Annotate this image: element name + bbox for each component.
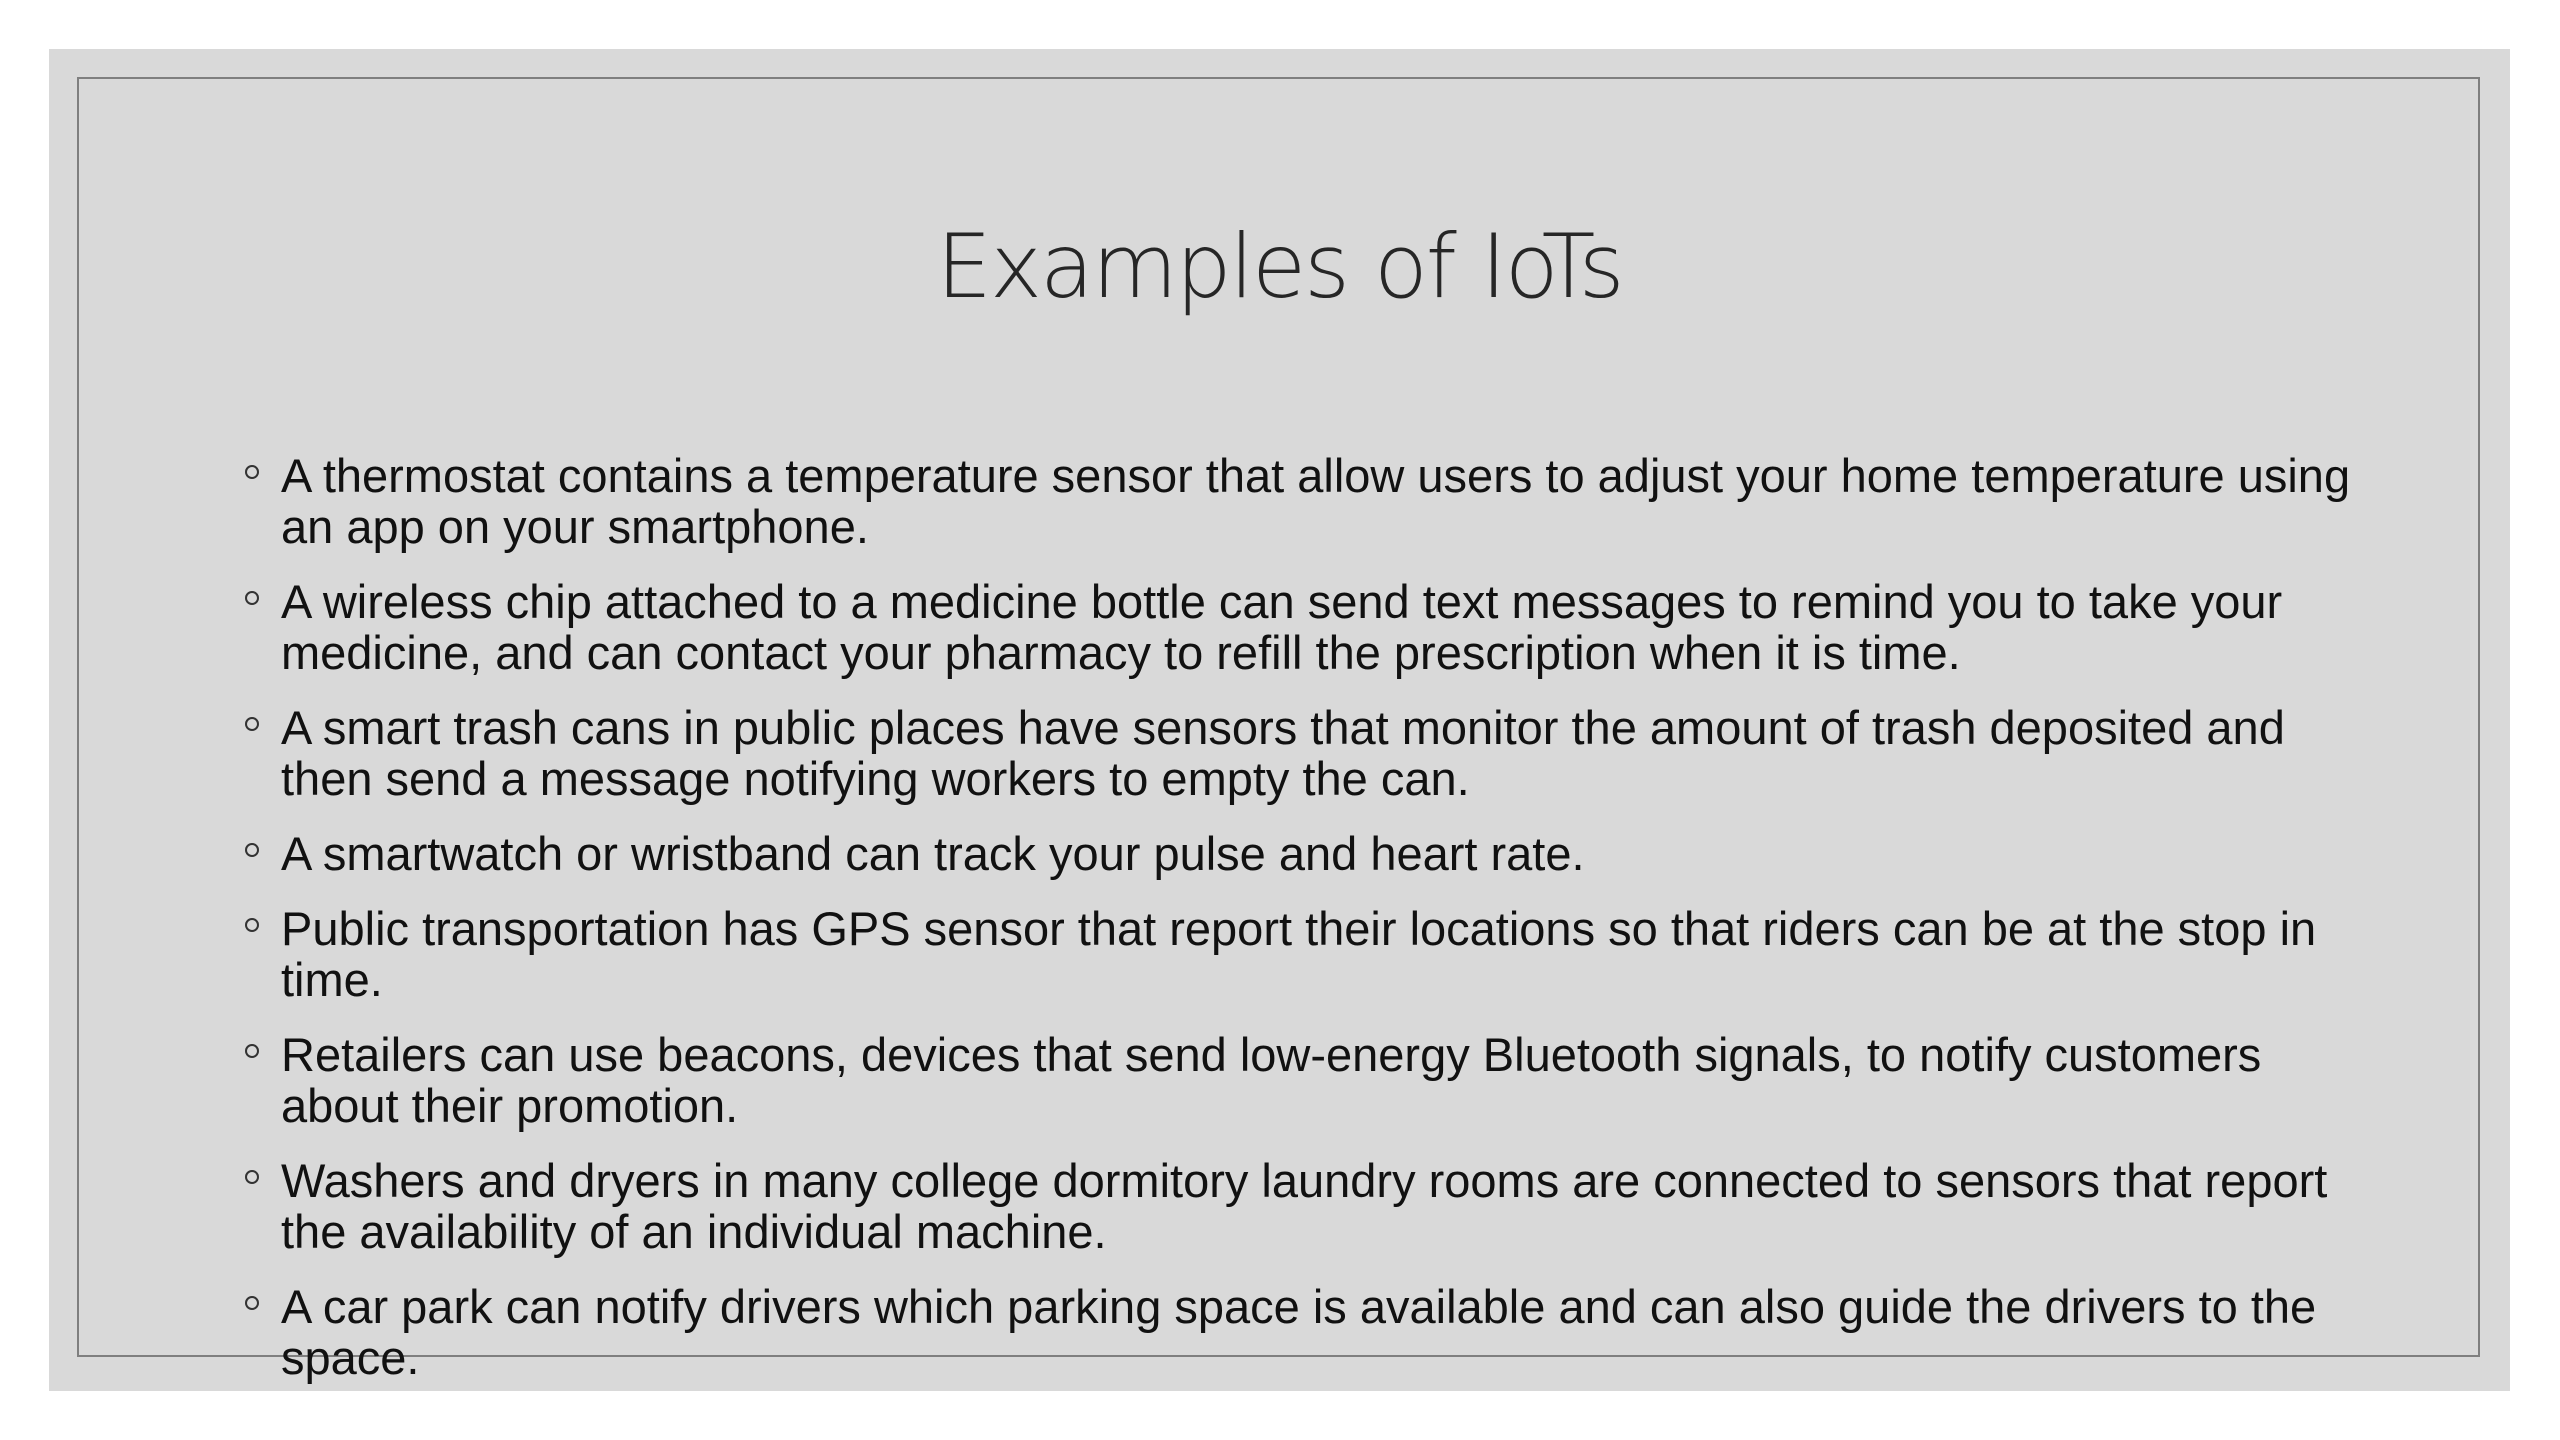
bullet-text: A smartwatch or wristband can track your pulse and heart rate. (281, 827, 1585, 880)
bullet-text: A thermostat contains a temperature sensor that allow users to adjust your home temperature using an app on your smartphone. (281, 449, 2351, 553)
list-item (249, 1155, 2389, 1257)
bullet-text: Washers and dryers in many college dormitory laundry rooms are connected to sensors that report the availability of an individual machine. (281, 1154, 2328, 1258)
hollow-circle-bullet-icon (245, 717, 259, 731)
bullet-text: A wireless chip attached to a medicine bottle can send text messages to remind you to take your medicine, and can contact your pharmacy to refill the prescription when it is time. (281, 575, 2283, 679)
hollow-circle-bullet-icon (245, 591, 259, 605)
hollow-circle-bullet-icon (245, 1296, 259, 1310)
hollow-circle-bullet-icon (245, 843, 259, 857)
bullet-text: Retailers can use beacons, devices that send low-energy Bluetooth signals, to notify customers about their promotion. (281, 1028, 2262, 1132)
list-item (249, 1029, 2389, 1131)
list-item (249, 576, 2389, 678)
list-item (249, 903, 2389, 1005)
bullet-text: A smart trash cans in public places have sensors that monitor the amount of trash deposited and then send a message notifying workers to empty the can. (281, 701, 2285, 805)
slide (49, 49, 2510, 1391)
bullet-text: A car park can notify drivers which parking space is available and can also guide the drivers to the space. (281, 1280, 2317, 1384)
hollow-circle-bullet-icon (245, 918, 259, 932)
list-item (249, 702, 2389, 804)
slide-title: Examples of IoTs (936, 215, 1623, 318)
list-item (249, 1281, 2389, 1383)
hollow-circle-bullet-icon (245, 1170, 259, 1184)
hollow-circle-bullet-icon (245, 465, 259, 479)
list-item (249, 450, 2389, 552)
hollow-circle-bullet-icon (245, 1044, 259, 1058)
list-item (249, 828, 2389, 879)
bullet-text: Public transportation has GPS sensor that report their locations so that riders can be at the stop in time. (281, 902, 2317, 1006)
bullet-list (249, 450, 2389, 1407)
